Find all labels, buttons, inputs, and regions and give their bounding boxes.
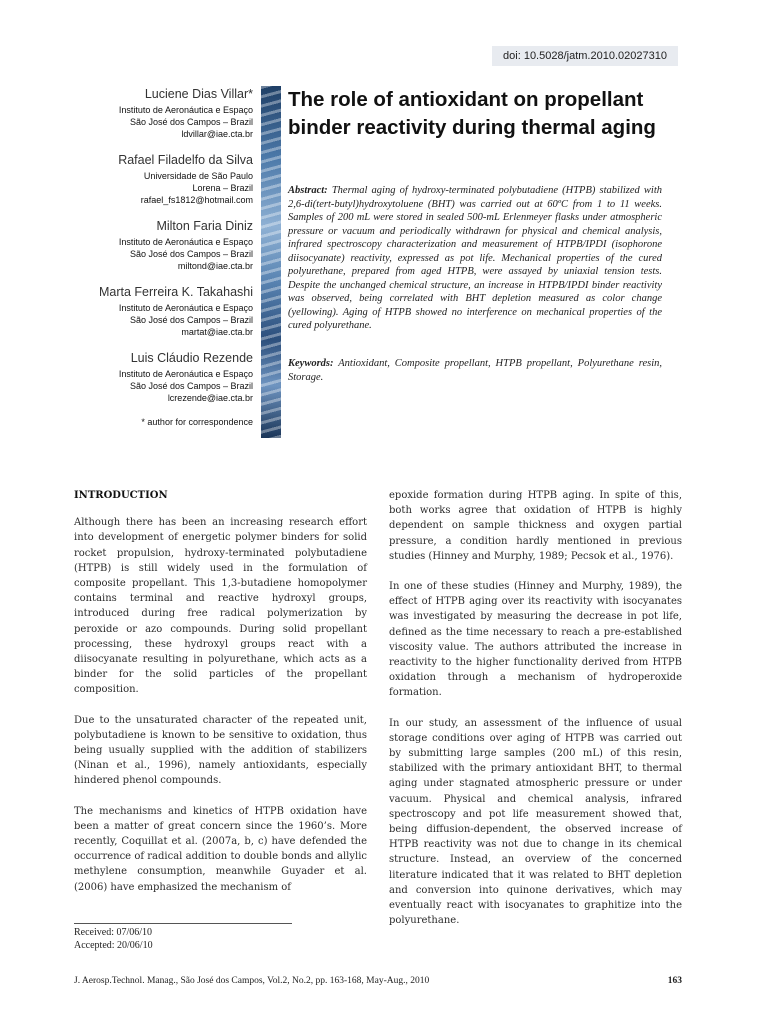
author-location: São José dos Campos – Brazil [129, 381, 253, 391]
author-email[interactable]: rafael_fs1812@hotmail.com [140, 195, 253, 205]
author-location: Lorena – Brazil [192, 183, 253, 193]
author-affiliation: Instituto de Aeronáutica e Espaço [118, 105, 253, 115]
author-block [70, 218, 253, 272]
author-block [70, 350, 253, 404]
abstract [288, 184, 662, 333]
author-affiliation: Universidade de São Paulo [143, 171, 253, 181]
body-column-right [389, 488, 682, 943]
author-email[interactable]: martat@iae.cta.br [181, 327, 253, 337]
section-heading: INTRODUCTION [74, 490, 168, 501]
paper-title: The role of antioxidant on propellant binder reactivity during thermal aging [288, 88, 656, 139]
correspondence-note: * author for correspondence [141, 417, 253, 427]
author-affiliation: Instituto de Aeronáutica e Espaço [118, 303, 253, 313]
doi-label: doi: 10.5028/jatm.2010.02027310 [492, 46, 678, 66]
body-paragraph: In one of these studies (Hinney and Murphy, 1989), the effect of HTPB aging over its reactivity with isocyanates was investigated by measuring the decrease in pot life, defined as the time necessary to reach a pre-established viscosity value. The authors attributed the increase in reactivity to the higher functionality derived from HTPB oxidation through a mechanism of hydroperoxide formation. [389, 581, 682, 699]
author-name: Rafael Filadelfo da Silva [118, 153, 253, 167]
author-affiliation: Instituto de Aeronáutica e Espaço [118, 237, 253, 247]
body-column-left [74, 488, 367, 910]
author-location: São José dos Campos – Brazil [129, 117, 253, 127]
author-affiliation: Instituto de Aeronáutica e Espaço [118, 369, 253, 379]
page-footer [74, 976, 682, 986]
author-location: São José dos Campos – Brazil [129, 249, 253, 259]
author-location: São José dos Campos – Brazil [129, 315, 253, 325]
body-paragraph: epoxide formation during HTPB aging. In spite of this, both works agree that oxidation of HTPB is highly dependent on sample thickness and oxygen partial pressure, a condition hardly mentioned in previous studies (Hinney and Murphy, 1989; Pecsok et al., 1976). [389, 490, 682, 562]
author-name: Marta Ferreira K. Takahashi [99, 285, 253, 299]
author-email[interactable]: ldvillar@iae.cta.br [181, 129, 253, 139]
body-paragraph: In our study, an assessment of the influence of usual storage conditions over aging of HTPB was carried out by submitting large samples (200 mL) of this resin, stabilized with the primary antioxidant BHT, to thermal aging under stagnated atmospheric pressure or under vacuum. Physical and chemical analysis, infrared spectroscopy and pot life measurement showed that, being diffusion-dependent, the observed increase of HTPB reactivity was not due to change in its chemical structure. Instead, an overview of the concerned literature indicated that it was related to BHT depletion and conversion into quinone derivatives, which may eventually react with isocyanates to graphitize into the polyurethane. [389, 717, 682, 927]
author-email[interactable]: miltond@iae.cta.br [177, 261, 253, 271]
decorative-stripe [261, 86, 281, 438]
author-name: Luis Cláudio Rezende [130, 351, 253, 365]
journal-citation: J. Aerosp.Technol. Manag., São José dos Campos, Vol.2, No.2, pp. 163-168, May-Aug., 2010 [74, 976, 430, 986]
author-name: Luciene Dias Villar* [144, 87, 253, 101]
abstract-text: Thermal aging of hydroxy-terminated polybutadiene (HTPB) stabilized with 2,6-di(tert-butyl)hydroxytoluene (BHT) was carried out at 60ºC from 1 to 11 weeks. Samples of 200 mL were stored in sealed 500-mL Erlenmeyer flasks under atmospheric pressure or vacuum and periodically withdrawn for physical and chemical analysis, infrared spectroscopy characterization and measurement of HTPB/IPDI (isophorone diisocyanate) reactivity, expressed as pot life. Mechanical properties of the cured polyurethane, prepared from aged HTPB, were assayed by uniaxial tension tests. Despite the unchanged chemical structure, an increase in HTPB/IPDI binder reactivity was observed, being correlated with BHT depletion measured as color change (yellowing). Aging of HTPB showed no interference on mechanical properties of the cured polyurethane. [288, 185, 663, 331]
keywords-label: Keywords: [288, 358, 334, 369]
body-paragraph: The mechanisms and kinetics of HTPB oxidation have been a matter of great concern since the 1960’s. More recently, Coquillat et al. (2007a, b, c) have defended the occurrence of radical addition to double bonds and allylic methylene consumption, meanwhile Guyader et al. (2006) have emphasized the mechanism of [74, 805, 367, 893]
author-block [70, 152, 253, 206]
author-list [70, 86, 253, 428]
received-date: Received: 07/06/10 [74, 927, 153, 938]
author-name: Milton Faria Diniz [156, 219, 253, 233]
accepted-date: Accepted: 20/06/10 [74, 940, 153, 951]
author-block [70, 86, 253, 140]
page-number: 163 [667, 976, 682, 986]
submission-dates [74, 926, 153, 952]
body-paragraph: Due to the unsaturated character of the repeated unit, polybutadiene is known to be sensitive to oxidation, thus being usually supplied with the addition of stabilizers (Ninan et al., 1996), namely antioxidants, especially hindered phenol compounds. [74, 714, 367, 787]
abstract-label: Abstract: [288, 185, 328, 196]
author-email[interactable]: lcrezende@iae.cta.br [167, 393, 253, 403]
keywords-text: Antioxidant, Composite propellant, HTPB propellant, Polyurethane resin, Storage. [288, 358, 662, 383]
author-block [70, 284, 253, 338]
body-paragraph: Although there has been an increasing research effort into development of energetic polymer binders for solid rocket propulsion, hydroxy-terminated polybutadiene (HTPB) is still widely used in the formulation of composite propellant. This 1,3-butadiene homopolymer contains terminal and reactive hydroxyl groups, introduced during free radical polymerization by peroxide or azo compounds. During solid propellant processing, these hydroxyl groups react with a diisocyanate resulting in polyurethane, which acts as a binder for the solid particles of the propellant composition. [74, 517, 367, 696]
footnote-divider [74, 923, 292, 924]
keywords [288, 357, 662, 384]
